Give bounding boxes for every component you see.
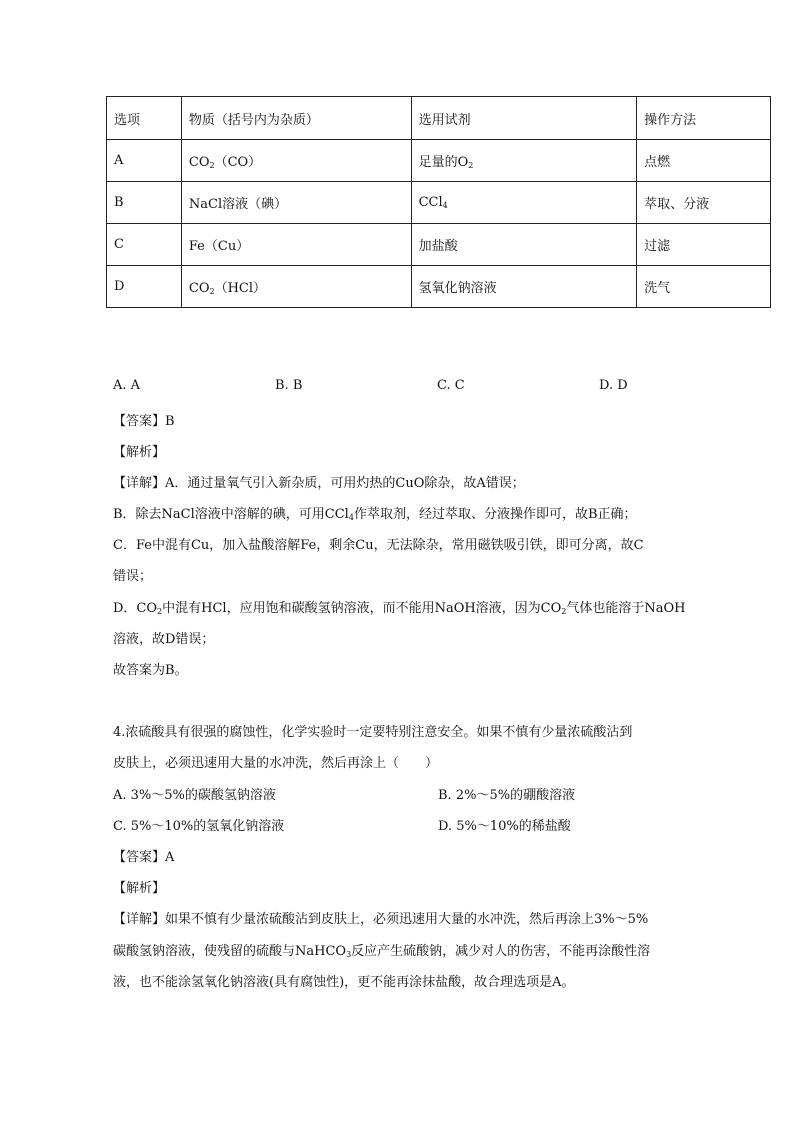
options-table <box>106 96 771 308</box>
q3-choice-c: C. C <box>437 378 465 393</box>
header-method: 操作方法 <box>637 97 771 140</box>
q3-detail-c-line2: 错误； <box>113 569 153 584</box>
table-header-row <box>107 97 771 140</box>
q3-detail-b: B．除去NaCl溶液中溶解的碘，可用CCl$_4$作萃取剂，经过萃取、分液操作即可，故B正确； <box>113 507 637 522</box>
cell-method: 洗气 <box>637 266 771 308</box>
q3-analysis-label: 【解析】 <box>113 445 166 460</box>
q3-detail-d-line2: 溶液，故D错误； <box>113 632 215 647</box>
q3-detail-c-line1: C．Fe中混有Cu，加入盐酸溶解Fe，剩余Cu，无法除杂，常用磁铁吸引铁，即可分离，故C <box>113 538 644 553</box>
table-row <box>107 266 771 308</box>
q4-analysis-label: 【解析】 <box>113 881 166 896</box>
cell-reagent: 氢氧化钠溶液 <box>411 266 637 308</box>
cell-option: A <box>107 140 182 182</box>
q3-conclusion: 故答案为B。 <box>113 663 188 678</box>
cell-substance: $CO_2(HCl)$ <box>181 266 411 308</box>
cell-substance: Fe（Cu） <box>181 224 411 266</box>
cell-option: C <box>107 224 182 266</box>
cell-reagent: 足量的$O_2$ <box>411 140 637 182</box>
q4-choice-a: A. 3%～5%的碳酸氢钠溶液 <box>113 788 276 803</box>
q3-detail-a: 【详解】A．通过量氧气引入新杂质，可用灼热的CuO除杂，故A错误； <box>113 476 525 491</box>
header-option: 选项 <box>107 97 182 140</box>
cell-substance: $CO_2(CO)$ <box>181 140 411 182</box>
q3-answer: 【答案】B <box>113 414 175 429</box>
q4-stem-line1: 4.浓硫酸具有很强的腐蚀性，化学实验时一定要特别注意安全。如果不慎有少量浓硫酸沾到 <box>113 725 633 740</box>
cell-option: D <box>107 266 182 308</box>
table-row <box>107 182 771 224</box>
q3-detail-d-line1: D．$CO_2$中混有HCl，应用饱和碳酸氢钠溶液，而不能用NaOH溶液，因为$CO_2$气体也能溶于NaOH <box>113 601 686 616</box>
cell-method: 萃取、分液 <box>637 182 771 224</box>
q4-detail-line3: 液，也不能涂氢氧化钠溶液(具有腐蚀性)，更不能再涂抹盐酸，故合理选项是A。 <box>113 975 575 990</box>
q4-stem-line2: 皮肤上，必须迅速用大量的水冲洗，然后再涂上（ ） <box>113 756 439 771</box>
cell-option: B <box>107 182 182 224</box>
header-reagent: 选用试剂 <box>411 97 637 140</box>
q3-choice-a: A. A <box>113 378 141 393</box>
header-substance: 物质（括号内为杂质） <box>181 97 411 140</box>
cell-method: 过滤 <box>637 224 771 266</box>
cell-method: 点燃 <box>637 140 771 182</box>
q4-choice-b: B. 2%～5%的硼酸溶液 <box>438 788 576 803</box>
q4-detail-line2: 碳酸氢钠溶液，使残留的硫酸与NaHCO$_3$反应产生硫酸钠，减少对人的伤害，不能再涂酸性溶 <box>113 944 651 959</box>
table-row <box>107 140 771 182</box>
q4-choice-c: C. 5%～10%的氢氧化钠溶液 <box>113 819 285 834</box>
q4-answer: 【答案】A <box>113 850 175 865</box>
cell-substance: NaCl溶液（碘） <box>181 182 411 224</box>
table-row <box>107 224 771 266</box>
q3-choice-b: B. B <box>275 378 303 393</box>
q3-choice-d: D. D <box>599 378 628 393</box>
cell-reagent: 加盐酸 <box>411 224 637 266</box>
q4-choice-d: D. 5%～10%的稀盐酸 <box>438 819 571 834</box>
q4-detail-line1: 【详解】如果不慎有少量浓硫酸沾到皮肤上，必须迅速用大量的水冲洗，然后再涂上3%～5% <box>113 912 649 927</box>
cell-reagent: CCl$_4$ <box>411 182 637 224</box>
